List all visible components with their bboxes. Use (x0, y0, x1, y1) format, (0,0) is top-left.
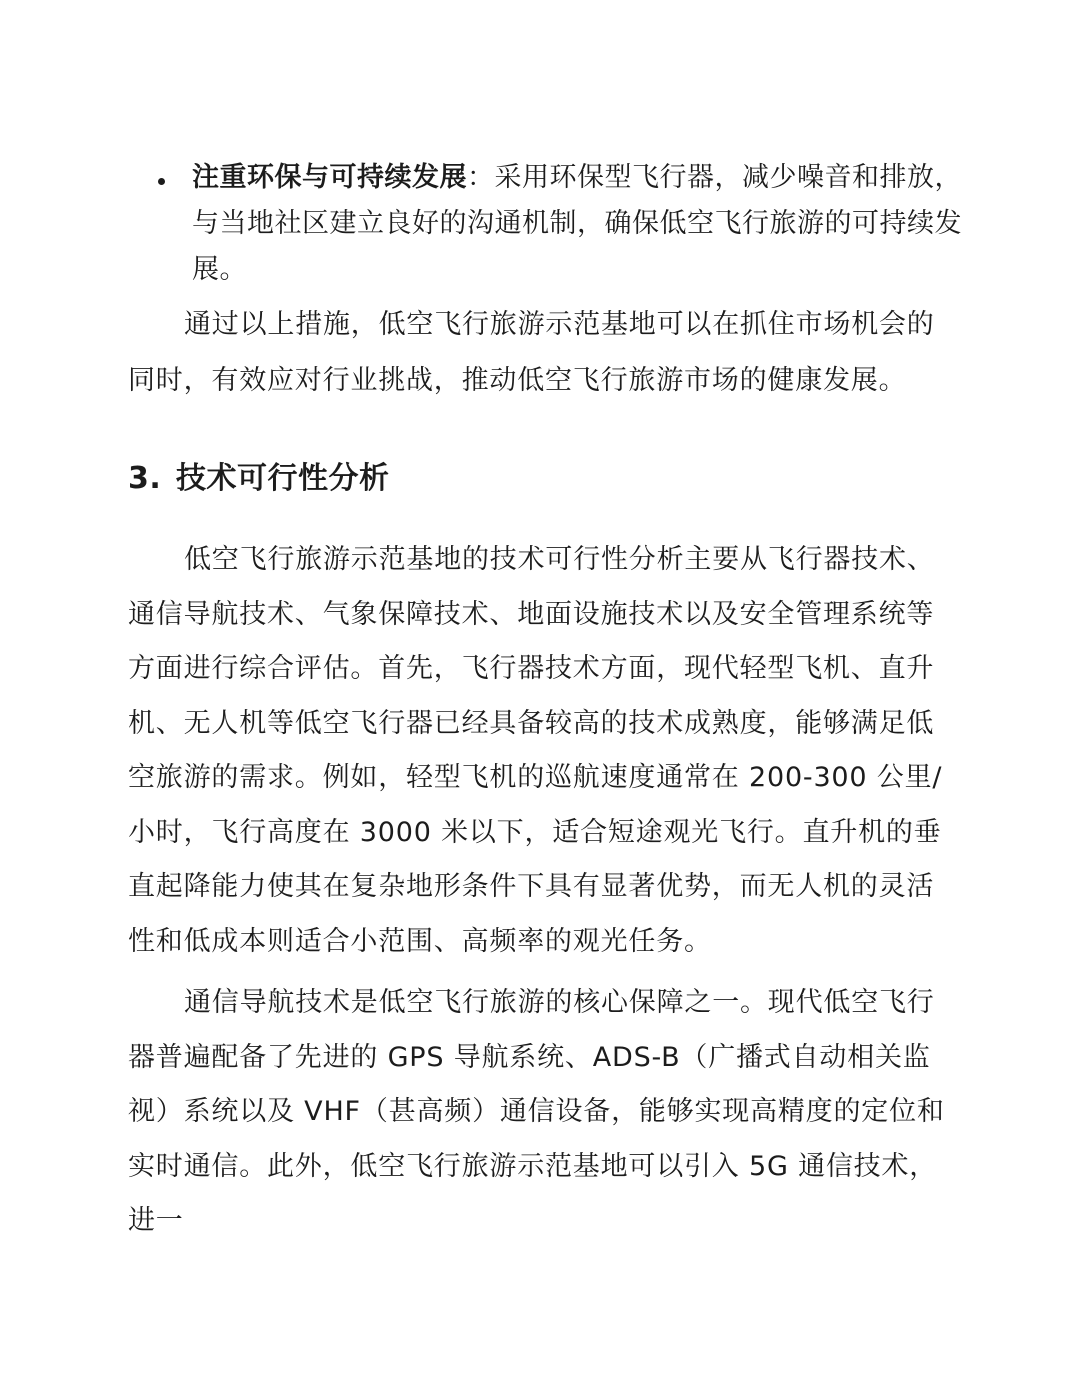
section-title: 技术可行性分析 (176, 461, 390, 496)
tech-intro-paragraph: 低空飞行旅游示范基地的技术可行性分析主要从飞行器技术、通信导航技术、气象保障技术、地面设施技术以及安全管理系统等方面进行综合评估。首先，飞行器技术方面，现代轻型飞机、直升机、无人机等低空飞行器已经具备较高的技术成熟度，能够满足低空旅游的需求。例如，轻型飞机的巡航速度通常在 200-300 公里/小时，飞行高度在 3000 米以下，适合短途观光飞行。直升机的垂直起降能力使其在复杂地形条件下具有显著优势，而无人机的灵活性和低成本则适合小范围、高频率的观光任务。 (128, 544, 943, 957)
bullet-description: 采用环保型飞行器，减少噪音和排放，与当地社区建立良好的沟通机制，确保低空飞行旅游的可持续发展。 (192, 162, 962, 285)
bullet-dot-icon (158, 178, 165, 185)
section-number: 3. (128, 461, 162, 496)
bullet-colon: ： (467, 162, 495, 193)
comm-nav-paragraph: 通信导航技术是低空飞行旅游的核心保障之一。现代低空飞行器普遍配备了先进的 GPS 导航系统、ADS-B（广播式自动相关监视）系统以及 VHF（甚高频）通信设备，能够实现高精度的定位和实时通信。此外，低空飞行旅游示范基地可以引入 5G 通信技术，进一 (128, 987, 945, 1236)
summary-paragraph: 通过以上措施，低空飞行旅游示范基地可以在抓住市场机会的同时，有效应对行业挑战，推动低空飞行旅游市场的健康发展。 (128, 309, 935, 396)
bullet-term: 注重环保与可持续发展 (192, 162, 467, 193)
section-heading (128, 455, 390, 503)
bullet-item-text (192, 155, 972, 293)
